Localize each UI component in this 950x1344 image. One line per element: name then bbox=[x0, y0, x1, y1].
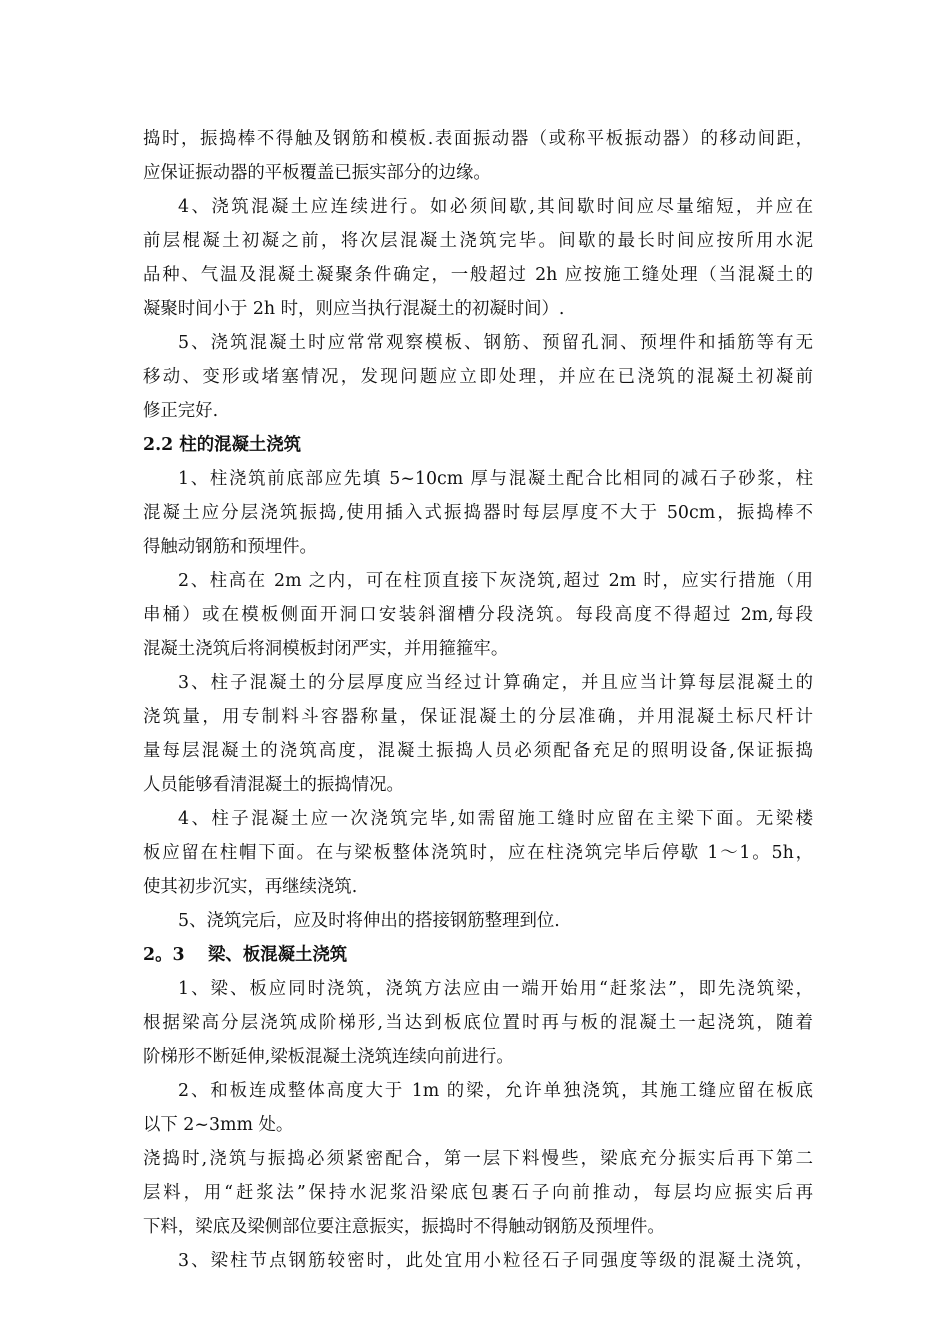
text-line: 串桶）或在模板侧面开洞口安装斜溜槽分段浇筑。每段高度不得超过 2m,每段 bbox=[143, 605, 813, 625]
text-line: 使其初步沉实，再继续浇筑. bbox=[143, 877, 358, 897]
text-line: 以下 2~3mm 处。 bbox=[143, 1115, 294, 1135]
text-line: 捣时，振捣棒不得触及钢筋和模板.表面振动器（或称平板振动器）的移动间距， bbox=[143, 129, 813, 149]
text-line: 4、柱子混凝土应一次浇筑完毕,如需留施工缝时应留在主梁下面。无梁楼 bbox=[178, 809, 813, 829]
text-line: 2、和板连成整体高度大于 1m 的梁，允许单独浇筑，其施工缝应留在板底 bbox=[178, 1081, 813, 1101]
text-line: 前层棍凝土初凝之前，将次层混凝土浇筑完毕。间歇的最长时间应按所用水泥 bbox=[143, 231, 813, 251]
text-line: 凝聚时间小于 2h 时，则应当执行混凝土的初凝时间）. bbox=[143, 299, 565, 319]
text-line: 下料，梁底及梁侧部位要注意振实，振捣时不得触动钢筋及预埋件。 bbox=[143, 1217, 665, 1237]
text-line: 4、浇筑混凝土应连续进行。如必须间歇,其间歇时间应尽量缩短，并应在 bbox=[178, 197, 813, 217]
text-line: 混凝土浇筑后将洞模板封闭严实，并用箍箍牢。 bbox=[143, 639, 509, 659]
section-heading: 2.2 柱的混凝土浇筑 bbox=[143, 435, 302, 455]
text-line: 3、梁柱节点钢筋较密时，此处宜用小粒径石子同强度等级的混凝土浇筑， bbox=[178, 1251, 813, 1271]
text-line: 品种、气温及混凝土凝聚条件确定，一般超过 2h 应按施工缝处理（当混凝土的 bbox=[143, 265, 813, 285]
text-line: 浇捣时,浇筑与振捣必须紧密配合，第一层下料慢些，梁底充分振实后再下第二 bbox=[143, 1149, 813, 1169]
text-line: 3、柱子混凝土的分层厚度应当经过计算确定，并且应当计算每层混凝土的 bbox=[178, 673, 813, 693]
text-line: 得触动钢筋和预埋件。 bbox=[143, 537, 317, 557]
text-line: 层料，用“赶浆法”保持水泥浆沿梁底包裹石子向前推动，每层均应振实后再 bbox=[143, 1183, 813, 1203]
text-line: 5、浇筑混凝土时应常常观察模板、钢筋、预留孔洞、预埋件和插筋等有无 bbox=[178, 333, 813, 353]
text-line: 2、柱高在 2m 之内，可在柱顶直接下灰浇筑,超过 2m 时，应实行措施（用 bbox=[178, 571, 813, 591]
text-line: 1、柱浇筑前底部应先填 5~10cm 厚与混凝土配合比相同的减石子砂浆，柱 bbox=[178, 469, 813, 489]
text-line: 修正完好. bbox=[143, 401, 219, 421]
text-line: 人员能够看清混凝土的振捣情况。 bbox=[143, 775, 404, 795]
text-line: 浇筑量，用专制料斗容器称量，保证混凝土的分层准确，并用混凝土标尺杆计 bbox=[143, 707, 813, 727]
text-line: 1、梁、板应同时浇筑，浇筑方法应由一端开始用“赶浆法”，即先浇筑梁， bbox=[178, 979, 813, 999]
text-line: 根据梁高分层浇筑成阶梯形,当达到板底位置时再与板的混凝土一起浇筑，随着 bbox=[143, 1013, 813, 1033]
text-line: 5、浇筑完后，应及时将伸出的搭接钢筋整理到位. bbox=[178, 911, 560, 931]
section-heading: 2。3 梁、板混凝土浇筑 bbox=[143, 945, 348, 965]
text-line: 应保证振动器的平板覆盖已振实部分的边缘。 bbox=[143, 163, 491, 183]
document-page bbox=[143, 122, 813, 1278]
text-line: 混凝土应分层浇筑振捣,使用插入式振捣器时每层厚度不大于 50cm，振捣棒不 bbox=[143, 503, 813, 523]
text-line: 量每层混凝土的浇筑高度，混凝土振捣人员必须配备充足的照明设备,保证振捣 bbox=[143, 741, 813, 761]
text-line: 移动、变形或堵塞情况，发现问题应立即处理，并应在已浇筑的混凝土初凝前 bbox=[143, 367, 813, 387]
text-line: 板应留在柱帽下面。在与梁板整体浇筑时，应在柱浇筑完毕后停歇 1～1。5h， bbox=[143, 843, 813, 863]
text-line: 阶梯形不断延伸,梁板混凝土浇筑连续向前进行。 bbox=[143, 1047, 514, 1067]
